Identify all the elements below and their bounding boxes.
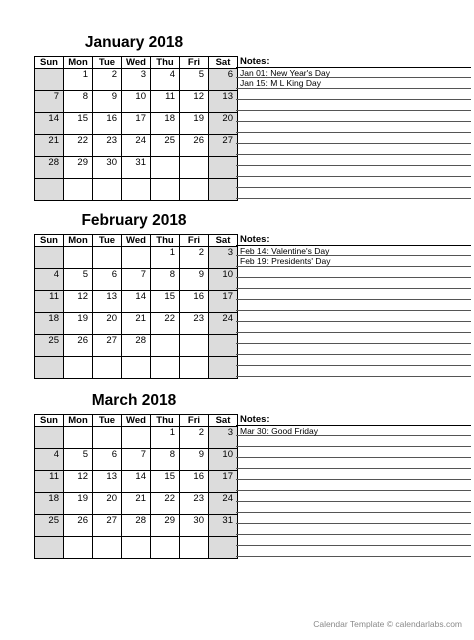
week-row	[35, 335, 238, 357]
weekday-header: Sat	[209, 57, 238, 69]
day-cell: 25	[35, 515, 64, 537]
day-cell: 26	[180, 135, 209, 157]
note-line	[236, 447, 471, 458]
day-cell	[35, 537, 64, 559]
day-cell: 26	[64, 515, 93, 537]
note-line	[236, 155, 471, 166]
day-cell: 8	[64, 91, 93, 113]
note-line	[236, 188, 471, 199]
day-cell: 14	[122, 291, 151, 313]
week-row	[35, 449, 238, 471]
day-cell	[35, 247, 64, 269]
weekday-header: Sat	[209, 415, 238, 427]
day-cell: 23	[180, 313, 209, 335]
day-cell: 18	[35, 493, 64, 515]
month-title: March 2018	[91, 392, 177, 409]
day-cell: 10	[209, 269, 238, 291]
day-cell	[180, 357, 209, 379]
week-row	[35, 357, 238, 379]
day-cell	[209, 357, 238, 379]
day-cell: 16	[180, 471, 209, 493]
day-cell: 27	[93, 335, 122, 357]
day-cell: 30	[180, 515, 209, 537]
week-row	[35, 537, 238, 559]
day-cell: 22	[151, 493, 180, 515]
day-cell: 13	[93, 471, 122, 493]
day-cell: 11	[151, 91, 180, 113]
weekday-header: Wed	[122, 415, 151, 427]
note-line: Feb 19: Presidents' Day	[236, 256, 471, 267]
weekday-header: Tue	[93, 57, 122, 69]
day-cell: 12	[64, 471, 93, 493]
note-line	[236, 111, 471, 122]
day-cell: 4	[35, 449, 64, 471]
day-cell	[151, 335, 180, 357]
month-title: January 2018	[84, 34, 184, 51]
note-line	[236, 100, 471, 111]
weekday-header: Fri	[180, 235, 209, 247]
day-cell: 16	[180, 291, 209, 313]
note-line	[236, 535, 471, 546]
day-cell: 2	[180, 427, 209, 449]
note-line	[236, 267, 471, 278]
weekday-header: Sat	[209, 235, 238, 247]
day-cell	[151, 537, 180, 559]
day-cell: 17	[122, 113, 151, 135]
weekday-header: Fri	[180, 415, 209, 427]
weekday-header: Thu	[151, 57, 180, 69]
weekday-header: Thu	[151, 235, 180, 247]
note-line: Mar 30: Good Friday	[236, 425, 471, 436]
weekday-header: Thu	[151, 415, 180, 427]
day-cell: 31	[122, 157, 151, 179]
day-cell	[35, 69, 64, 91]
weekday-header: Mon	[64, 57, 93, 69]
note-line	[236, 133, 471, 144]
note-line	[236, 502, 471, 513]
day-cell: 5	[64, 269, 93, 291]
day-cell: 2	[180, 247, 209, 269]
day-cell	[180, 537, 209, 559]
weekday-header: Wed	[122, 235, 151, 247]
day-cell: 20	[209, 113, 238, 135]
day-cell: 16	[93, 113, 122, 135]
day-cell	[122, 537, 151, 559]
day-cell: 29	[64, 157, 93, 179]
month-title: February 2018	[81, 212, 187, 229]
day-cell: 9	[180, 449, 209, 471]
day-cell: 1	[64, 69, 93, 91]
day-cell: 12	[64, 291, 93, 313]
day-cell	[93, 537, 122, 559]
day-cell: 23	[93, 135, 122, 157]
day-cell	[35, 357, 64, 379]
day-cell: 22	[64, 135, 93, 157]
day-cell: 6	[93, 449, 122, 471]
week-row	[35, 135, 238, 157]
footer-credit: Calendar Template © calendarlabs.com	[313, 619, 462, 629]
day-cell: 3	[122, 69, 151, 91]
day-cell	[180, 179, 209, 201]
day-cell: 28	[122, 335, 151, 357]
day-cell: 24	[209, 493, 238, 515]
day-cell: 7	[122, 269, 151, 291]
note-line	[236, 322, 471, 333]
weekday-header: Tue	[93, 235, 122, 247]
week-row	[35, 515, 238, 537]
day-cell	[64, 537, 93, 559]
day-cell	[93, 427, 122, 449]
note-line	[236, 480, 471, 491]
day-cell: 21	[122, 313, 151, 335]
week-row	[35, 179, 238, 201]
notes-label: Notes:	[240, 234, 270, 245]
note-line	[236, 546, 471, 557]
note-line	[236, 458, 471, 469]
day-cell	[122, 247, 151, 269]
day-cell: 11	[35, 471, 64, 493]
week-row	[35, 69, 238, 91]
weekday-header: Mon	[64, 235, 93, 247]
day-cell: 25	[35, 335, 64, 357]
day-cell: 19	[180, 113, 209, 135]
note-line	[236, 89, 471, 100]
weekday-header: Fri	[180, 57, 209, 69]
note-line	[236, 355, 471, 366]
day-cell	[209, 335, 238, 357]
day-cell	[93, 179, 122, 201]
day-cell	[35, 427, 64, 449]
calendar-grid	[34, 234, 238, 379]
day-cell: 19	[64, 313, 93, 335]
weekday-header: Tue	[93, 415, 122, 427]
day-cell: 23	[180, 493, 209, 515]
day-cell: 14	[35, 113, 64, 135]
notes-panel	[236, 234, 471, 377]
day-cell: 3	[209, 427, 238, 449]
day-cell: 11	[35, 291, 64, 313]
day-cell: 10	[122, 91, 151, 113]
day-cell: 13	[209, 91, 238, 113]
week-row	[35, 291, 238, 313]
note-line	[236, 122, 471, 133]
day-cell: 24	[209, 313, 238, 335]
note-line	[236, 469, 471, 480]
day-cell	[64, 357, 93, 379]
day-cell	[209, 179, 238, 201]
day-cell	[122, 357, 151, 379]
day-cell: 8	[151, 269, 180, 291]
day-cell: 15	[151, 291, 180, 313]
day-cell: 19	[64, 493, 93, 515]
day-cell: 1	[151, 247, 180, 269]
day-cell: 5	[64, 449, 93, 471]
day-cell	[64, 179, 93, 201]
note-line: Feb 14: Valentine's Day	[236, 245, 471, 256]
day-cell: 22	[151, 313, 180, 335]
note-line	[236, 311, 471, 322]
day-cell: 20	[93, 493, 122, 515]
week-row	[35, 493, 238, 515]
weekday-header: Wed	[122, 57, 151, 69]
note-line	[236, 333, 471, 344]
day-cell: 25	[151, 135, 180, 157]
week-row	[35, 427, 238, 449]
note-line	[236, 289, 471, 300]
note-line	[236, 144, 471, 155]
day-cell: 6	[93, 269, 122, 291]
day-cell	[209, 537, 238, 559]
day-cell: 21	[122, 493, 151, 515]
day-cell: 4	[151, 69, 180, 91]
day-cell	[151, 357, 180, 379]
notes-label: Notes:	[240, 56, 270, 67]
day-cell: 30	[93, 157, 122, 179]
day-cell: 27	[93, 515, 122, 537]
note-line	[236, 491, 471, 502]
note-line	[236, 166, 471, 177]
calendar-grid	[34, 56, 238, 201]
day-cell: 17	[209, 471, 238, 493]
note-line: Jan 15: M L King Day	[236, 78, 471, 89]
day-cell	[209, 157, 238, 179]
day-cell: 13	[93, 291, 122, 313]
day-cell	[64, 247, 93, 269]
day-cell: 28	[35, 157, 64, 179]
day-cell: 20	[93, 313, 122, 335]
note-line	[236, 524, 471, 535]
week-row	[35, 157, 238, 179]
day-cell: 18	[35, 313, 64, 335]
day-cell: 15	[151, 471, 180, 493]
note-line: Jan 01: New Year's Day	[236, 67, 471, 78]
day-cell	[93, 247, 122, 269]
week-row	[35, 313, 238, 335]
weekday-header: Sun	[35, 415, 64, 427]
day-cell: 9	[93, 91, 122, 113]
day-cell: 4	[35, 269, 64, 291]
weekday-header: Sun	[35, 235, 64, 247]
note-line	[236, 177, 471, 188]
day-cell: 31	[209, 515, 238, 537]
day-cell	[122, 179, 151, 201]
day-cell	[180, 157, 209, 179]
day-cell: 8	[151, 449, 180, 471]
day-cell	[93, 357, 122, 379]
day-cell: 6	[209, 69, 238, 91]
note-line	[236, 366, 471, 377]
weekday-header: Sun	[35, 57, 64, 69]
day-cell: 27	[209, 135, 238, 157]
day-cell: 7	[122, 449, 151, 471]
notes-label: Notes:	[240, 414, 270, 425]
day-cell: 3	[209, 247, 238, 269]
notes-panel	[236, 56, 471, 199]
note-line	[236, 513, 471, 524]
day-cell: 15	[64, 113, 93, 135]
week-row	[35, 471, 238, 493]
day-cell: 24	[122, 135, 151, 157]
notes-panel	[236, 414, 471, 557]
calendar-grid	[34, 414, 238, 559]
day-cell: 12	[180, 91, 209, 113]
note-line	[236, 344, 471, 355]
day-cell: 5	[180, 69, 209, 91]
day-cell: 21	[35, 135, 64, 157]
day-cell: 18	[151, 113, 180, 135]
day-cell	[151, 157, 180, 179]
day-cell: 10	[209, 449, 238, 471]
day-cell	[35, 179, 64, 201]
week-row	[35, 113, 238, 135]
day-cell	[151, 179, 180, 201]
weekday-header: Mon	[64, 415, 93, 427]
day-cell: 2	[93, 69, 122, 91]
day-cell: 26	[64, 335, 93, 357]
day-cell: 28	[122, 515, 151, 537]
day-cell	[64, 427, 93, 449]
day-cell: 7	[35, 91, 64, 113]
week-row	[35, 269, 238, 291]
day-cell: 14	[122, 471, 151, 493]
note-line	[236, 300, 471, 311]
week-row	[35, 91, 238, 113]
day-cell: 1	[151, 427, 180, 449]
day-cell: 17	[209, 291, 238, 313]
day-cell: 9	[180, 269, 209, 291]
week-row	[35, 247, 238, 269]
note-line	[236, 278, 471, 289]
day-cell	[122, 427, 151, 449]
note-line	[236, 436, 471, 447]
day-cell	[180, 335, 209, 357]
day-cell: 29	[151, 515, 180, 537]
